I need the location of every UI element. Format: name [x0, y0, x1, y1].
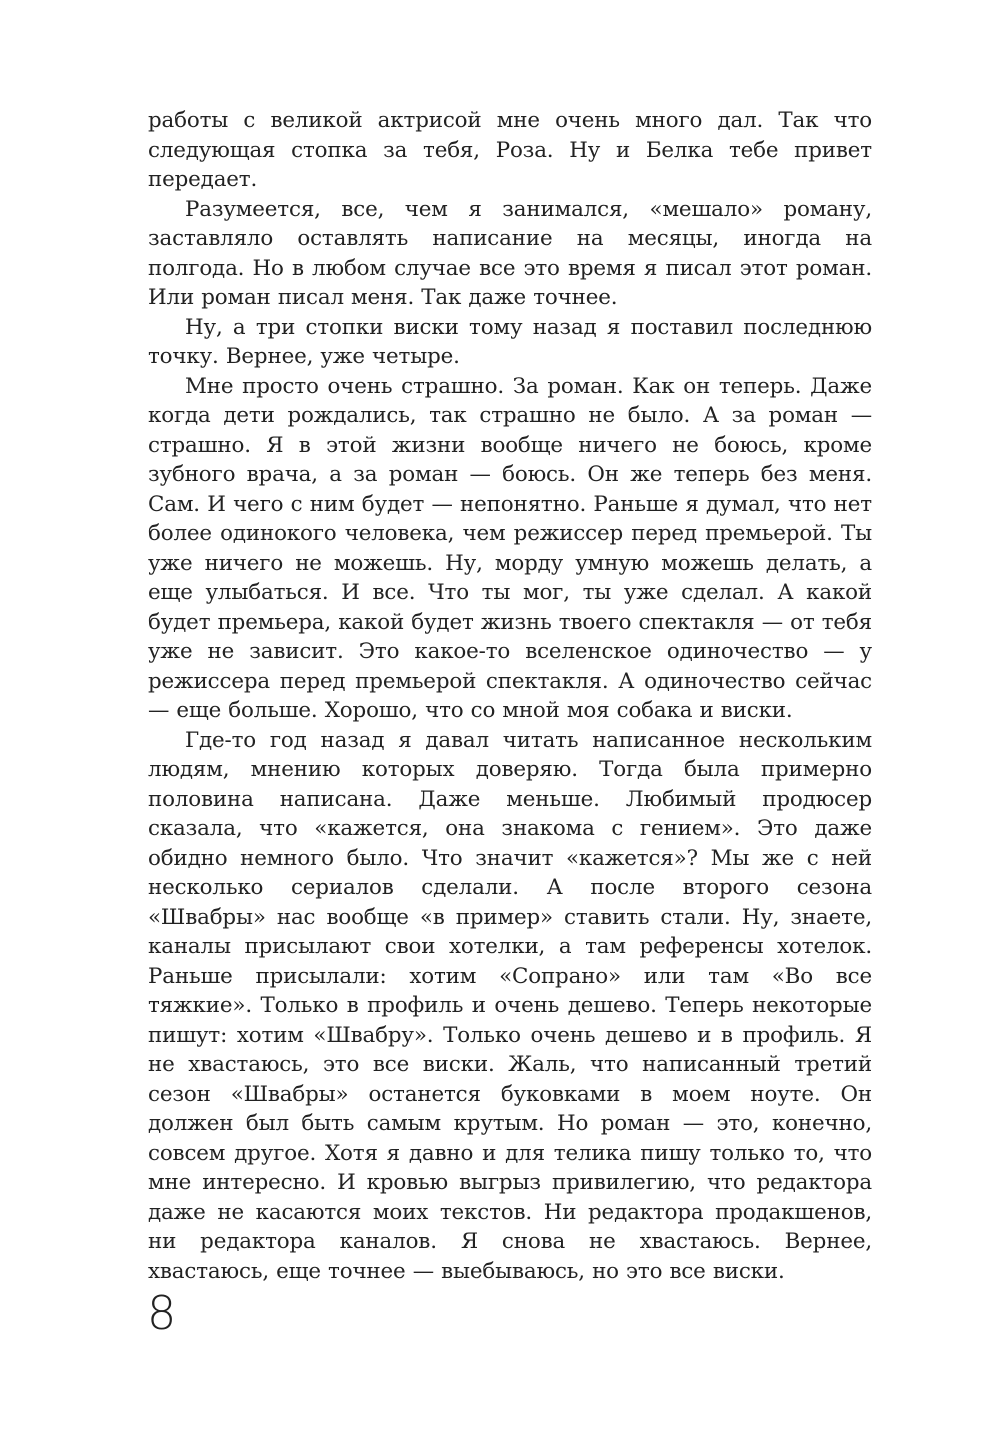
- paragraph: Где-то год назад я давал читать написанное нескольким людям, мнению которых доверяю. Тогда была примерно половина написана. Даже меньше. Любимый продюсер сказала, что «кажется, она знакома с гением». Это даже обидно немного было. Что значит «кажется»? Мы же с ней несколько сериалов сделали. А после второго сезона «Швабры» нас вообще «в пример» ставить стали. Ну, знаете, каналы присылают свои хотелки, а там референсы хотелок. Раньше присылали: хотим «Сопрано» или там «Во все тяжкие». Только в профиль и очень дешево. Теперь некоторые пишут: хотим «Швабру». Только очень дешево и в профиль. Я не хвастаюсь, это все виски. Жаль, что написанный третий сезон «Швабры» останется буковками в моем ноуте. Он должен был быть самым крутым. Но роман — это, конечно, совсем другое. Хотя я давно и для телика пишу только то, что мне интересно. И кровью выгрыз привилегию, что редактора даже не касаются моих текстов. Ни редактора продакшенов, ни редактора каналов. Я снова не хвастаюсь. Вернее, хвастаюсь, еще точнее — выебываюсь, но это все виски.: [148, 727, 872, 1284]
- paragraph: Мне просто очень страшно. За роман. Как он теперь. Даже когда дети рождались, так страшно не было. А за роман — страшно. Я в этой жизни вообще ничего не боюсь, кроме зубного врача, а за роман — боюсь. Он же теперь без меня. Сам. И чего с ним будет — непонятно. Раньше я думал, что нет более одинокого человека, чем режиссер перед премьерой. Ты уже ничего не можешь. Ну, морду умную можешь делать, а еще улыбаться. И все. Что ты мог, ты уже сделал. А какой будет премьера, какой будет жизнь твоего спектакля — от тебя уже не зависит. Это какое-то вселенское одиночество — у режиссера перед премьерой спектакля. А одиночество сейчас — еще больше. Хорошо, что со мной моя собака и виски.: [148, 373, 872, 723]
- paragraph: работы с великой актрисой мне очень много дал. Так что следующая стопка за тебя, Роза. Ну и Белка тебе привет передает.: [148, 108, 872, 192]
- paragraph: Ну, а три стопки виски тому назад я поставил последнюю точку. Вернее, уже четыре.: [148, 314, 872, 369]
- page-number: 8: [147, 1286, 177, 1340]
- body-text: [148, 106, 872, 1286]
- paragraph: Разумеется, все, чем я занимался, «мешало» роману, заставляло оставлять написание на месяцы, иногда на полгода. Но в любом случае все это время я писал этот роман. Или роман писал меня. Так даже точнее.: [148, 196, 872, 310]
